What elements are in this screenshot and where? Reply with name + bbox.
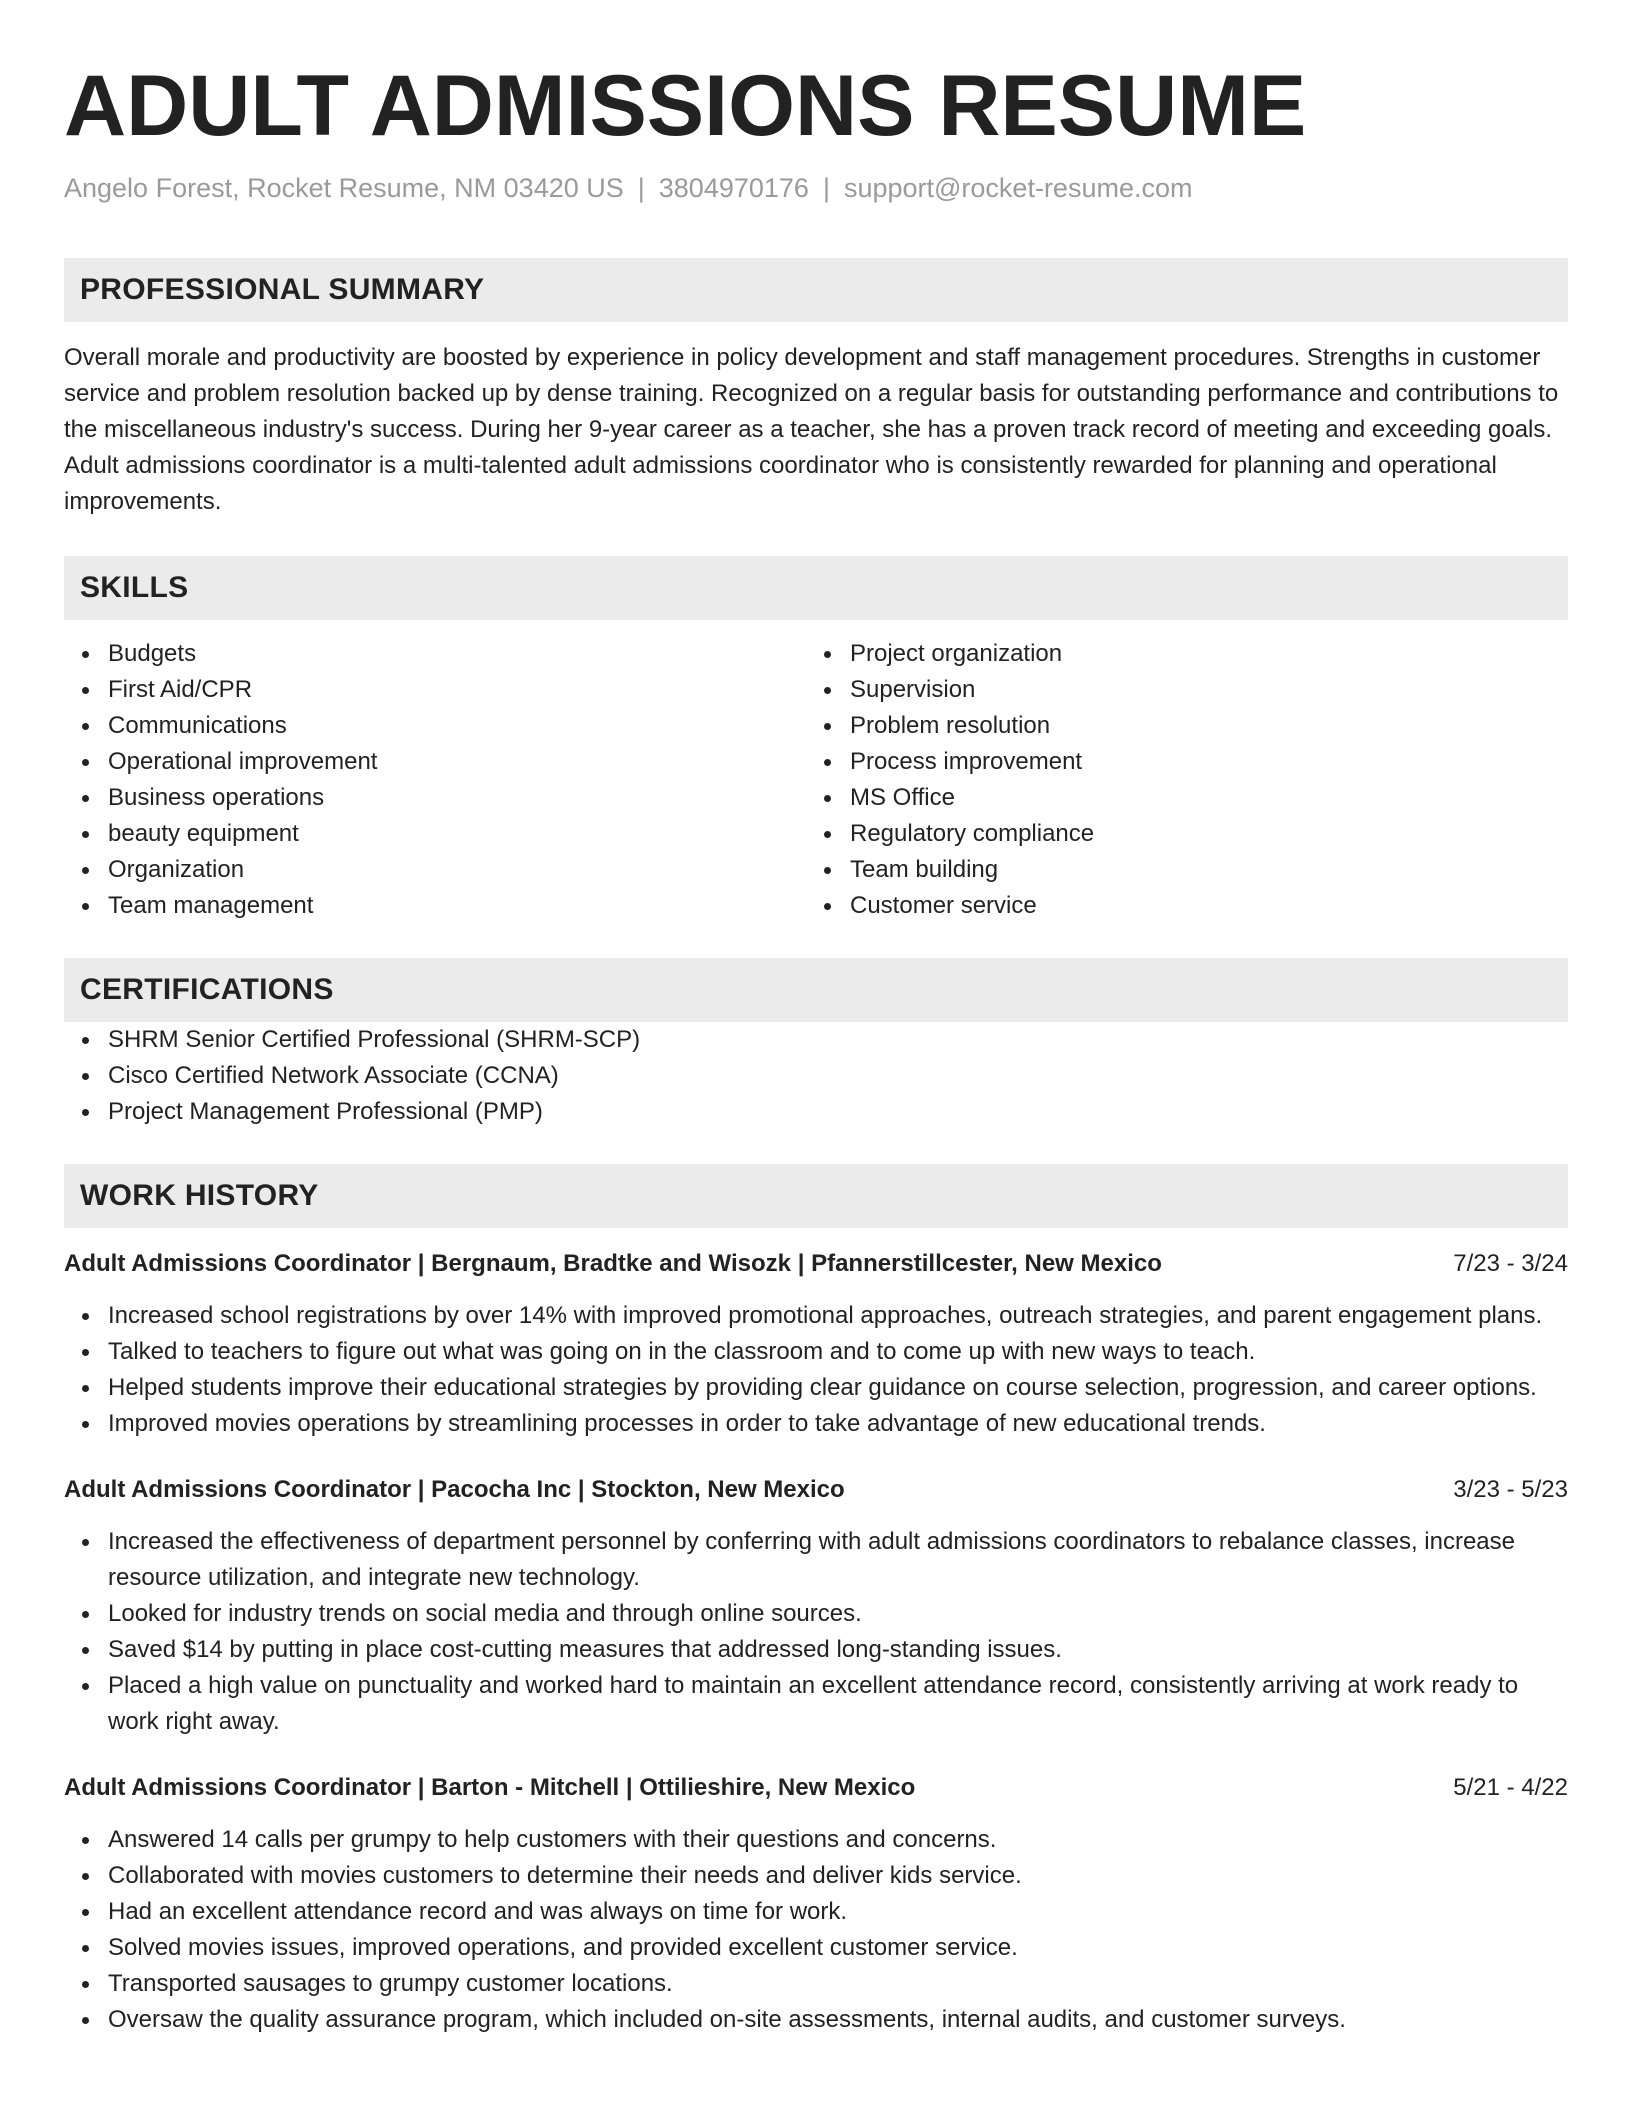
summary-text: Overall morale and productivity are boosted by experience in policy development and staff management procedures. Strengths in customer service and problem resolution backed up by dense training. Recognized on a regular basis for outstanding performance and contributions to the miscellaneous industry's success. During her 9-year career as a teacher, she has a proven track record of meeting and exceeding goals. Adult admissions coordinator is a multi-talented adult admissions coordinator who is consistently rewarded for planning and operational improvements. [64, 344, 1559, 515]
summary-heading: PROFESSIONAL SUMMARY [80, 273, 485, 306]
contact-address: Angelo Forest, Rocket Resume, NM 03420 US [64, 173, 624, 203]
job-dates: 3/23 - 5/23 [1453, 1476, 1568, 1503]
skill-item: beauty equipment [108, 816, 806, 852]
job-bullet: Looked for industry trends on social media and through online sources. [108, 1596, 1568, 1632]
skill-item: Business operations [108, 780, 806, 816]
job-bullet: Increased school registrations by over 14% with improved promotional approaches, outreach strategies, and parent engagement plans. [108, 1298, 1568, 1334]
work-history-heading: WORK HISTORY [80, 1179, 319, 1212]
skills-section [64, 556, 1568, 924]
job-bullet: Increased the effectiveness of department personnel by conferring with adult admissions coordinators to rebalance classes, increase resource utilization, and integrate new technology. [108, 1524, 1568, 1596]
skill-item: Problem resolution [850, 708, 1548, 744]
job-entry [64, 1246, 1568, 1442]
skill-item: Communications [108, 708, 806, 744]
section-header [64, 258, 1568, 322]
job-dates: 7/23 - 3/24 [1453, 1250, 1568, 1277]
work-history-section [64, 1164, 1568, 2038]
job-bullet: Collaborated with movies customers to determine their needs and deliver kids service. [108, 1858, 1568, 1894]
job-header [64, 1472, 1568, 1508]
job-bullet: Saved $14 by putting in place cost-cutting measures that addressed long-standing issues. [108, 1632, 1568, 1668]
skills-column-right [806, 636, 1548, 924]
skills-list-left [64, 636, 806, 924]
section-header [64, 958, 1568, 1022]
job-header [64, 1246, 1568, 1282]
job-bullet: Transported sausages to grumpy customer locations. [108, 1966, 1568, 2002]
section-header [64, 1164, 1568, 1228]
skill-item: First Aid/CPR [108, 672, 806, 708]
summary-section [64, 258, 1568, 520]
job-title: Adult Admissions Coordinator | Pacocha Inc | Stockton, New Mexico [64, 1476, 845, 1503]
job-bullets [64, 1298, 1568, 1442]
job-bullets [64, 1524, 1568, 1740]
job-entry [64, 1472, 1568, 1740]
contact-phone: 3804970176 [658, 173, 809, 203]
skill-item: Organization [108, 852, 806, 888]
job-entry [64, 1770, 1568, 2038]
section-header [64, 556, 1568, 620]
contact-separator: | [822, 173, 830, 203]
skill-item: Process improvement [850, 744, 1548, 780]
skill-item: Customer service [850, 888, 1548, 924]
skills-grid [64, 636, 1568, 924]
skill-item: Project organization [850, 636, 1548, 672]
skill-item: Budgets [108, 636, 806, 672]
job-bullet: Had an excellent attendance record and was always on time for work. [108, 1894, 1568, 1930]
skill-item: Operational improvement [108, 744, 806, 780]
contact-email: support@rocket-resume.com [843, 173, 1193, 203]
job-bullet: Placed a high value on punctuality and worked hard to maintain an excellent attendance record, consistently arriving at work ready to work right away. [108, 1668, 1568, 1740]
certification-item: SHRM Senior Certified Professional (SHRM-SCP) [108, 1022, 1568, 1058]
job-bullets [64, 1822, 1568, 2038]
skill-item: Supervision [850, 672, 1548, 708]
job-title: Adult Admissions Coordinator | Bergnaum, Bradtke and Wisozk | Pfannerstillcester, New Mexico [64, 1250, 1162, 1277]
job-bullet: Solved movies issues, improved operations, and provided excellent customer service. [108, 1930, 1568, 1966]
contact-separator: | [637, 173, 645, 203]
skills-column-left [64, 636, 806, 924]
job-bullet: Talked to teachers to figure out what was going on in the classroom and to come up with new ways to teach. [108, 1334, 1568, 1370]
skill-item: Team management [108, 888, 806, 924]
job-header [64, 1770, 1568, 1806]
certifications-section [64, 958, 1568, 1130]
certification-item: Project Management Professional (PMP) [108, 1094, 1568, 1130]
job-bullet: Helped students improve their educational strategies by providing clear guidance on course selection, progression, and career options. [108, 1370, 1568, 1406]
job-bullet: Answered 14 calls per grumpy to help customers with their questions and concerns. [108, 1822, 1568, 1858]
job-bullet: Oversaw the quality assurance program, which included on-site assessments, internal audits, and customer surveys. [108, 2002, 1568, 2038]
skills-heading: SKILLS [80, 571, 189, 604]
resume-page [64, 0, 1568, 2038]
skill-item: MS Office [850, 780, 1548, 816]
certification-item: Cisco Certified Network Associate (CCNA) [108, 1058, 1568, 1094]
skills-list-right [806, 636, 1548, 924]
contact-line [64, 170, 1568, 206]
certifications-list [64, 1022, 1568, 1130]
skill-item: Team building [850, 852, 1548, 888]
job-bullet: Improved movies operations by streamlining processes in order to take advantage of new educational trends. [108, 1406, 1568, 1442]
job-title: Adult Admissions Coordinator | Barton - Mitchell | Ottilieshire, New Mexico [64, 1774, 916, 1801]
skill-item: Regulatory compliance [850, 816, 1548, 852]
job-dates: 5/21 - 4/22 [1453, 1774, 1568, 1801]
certifications-heading: CERTIFICATIONS [80, 973, 334, 1006]
resume-title: ADULT ADMISSIONS RESUME [64, 58, 1307, 154]
